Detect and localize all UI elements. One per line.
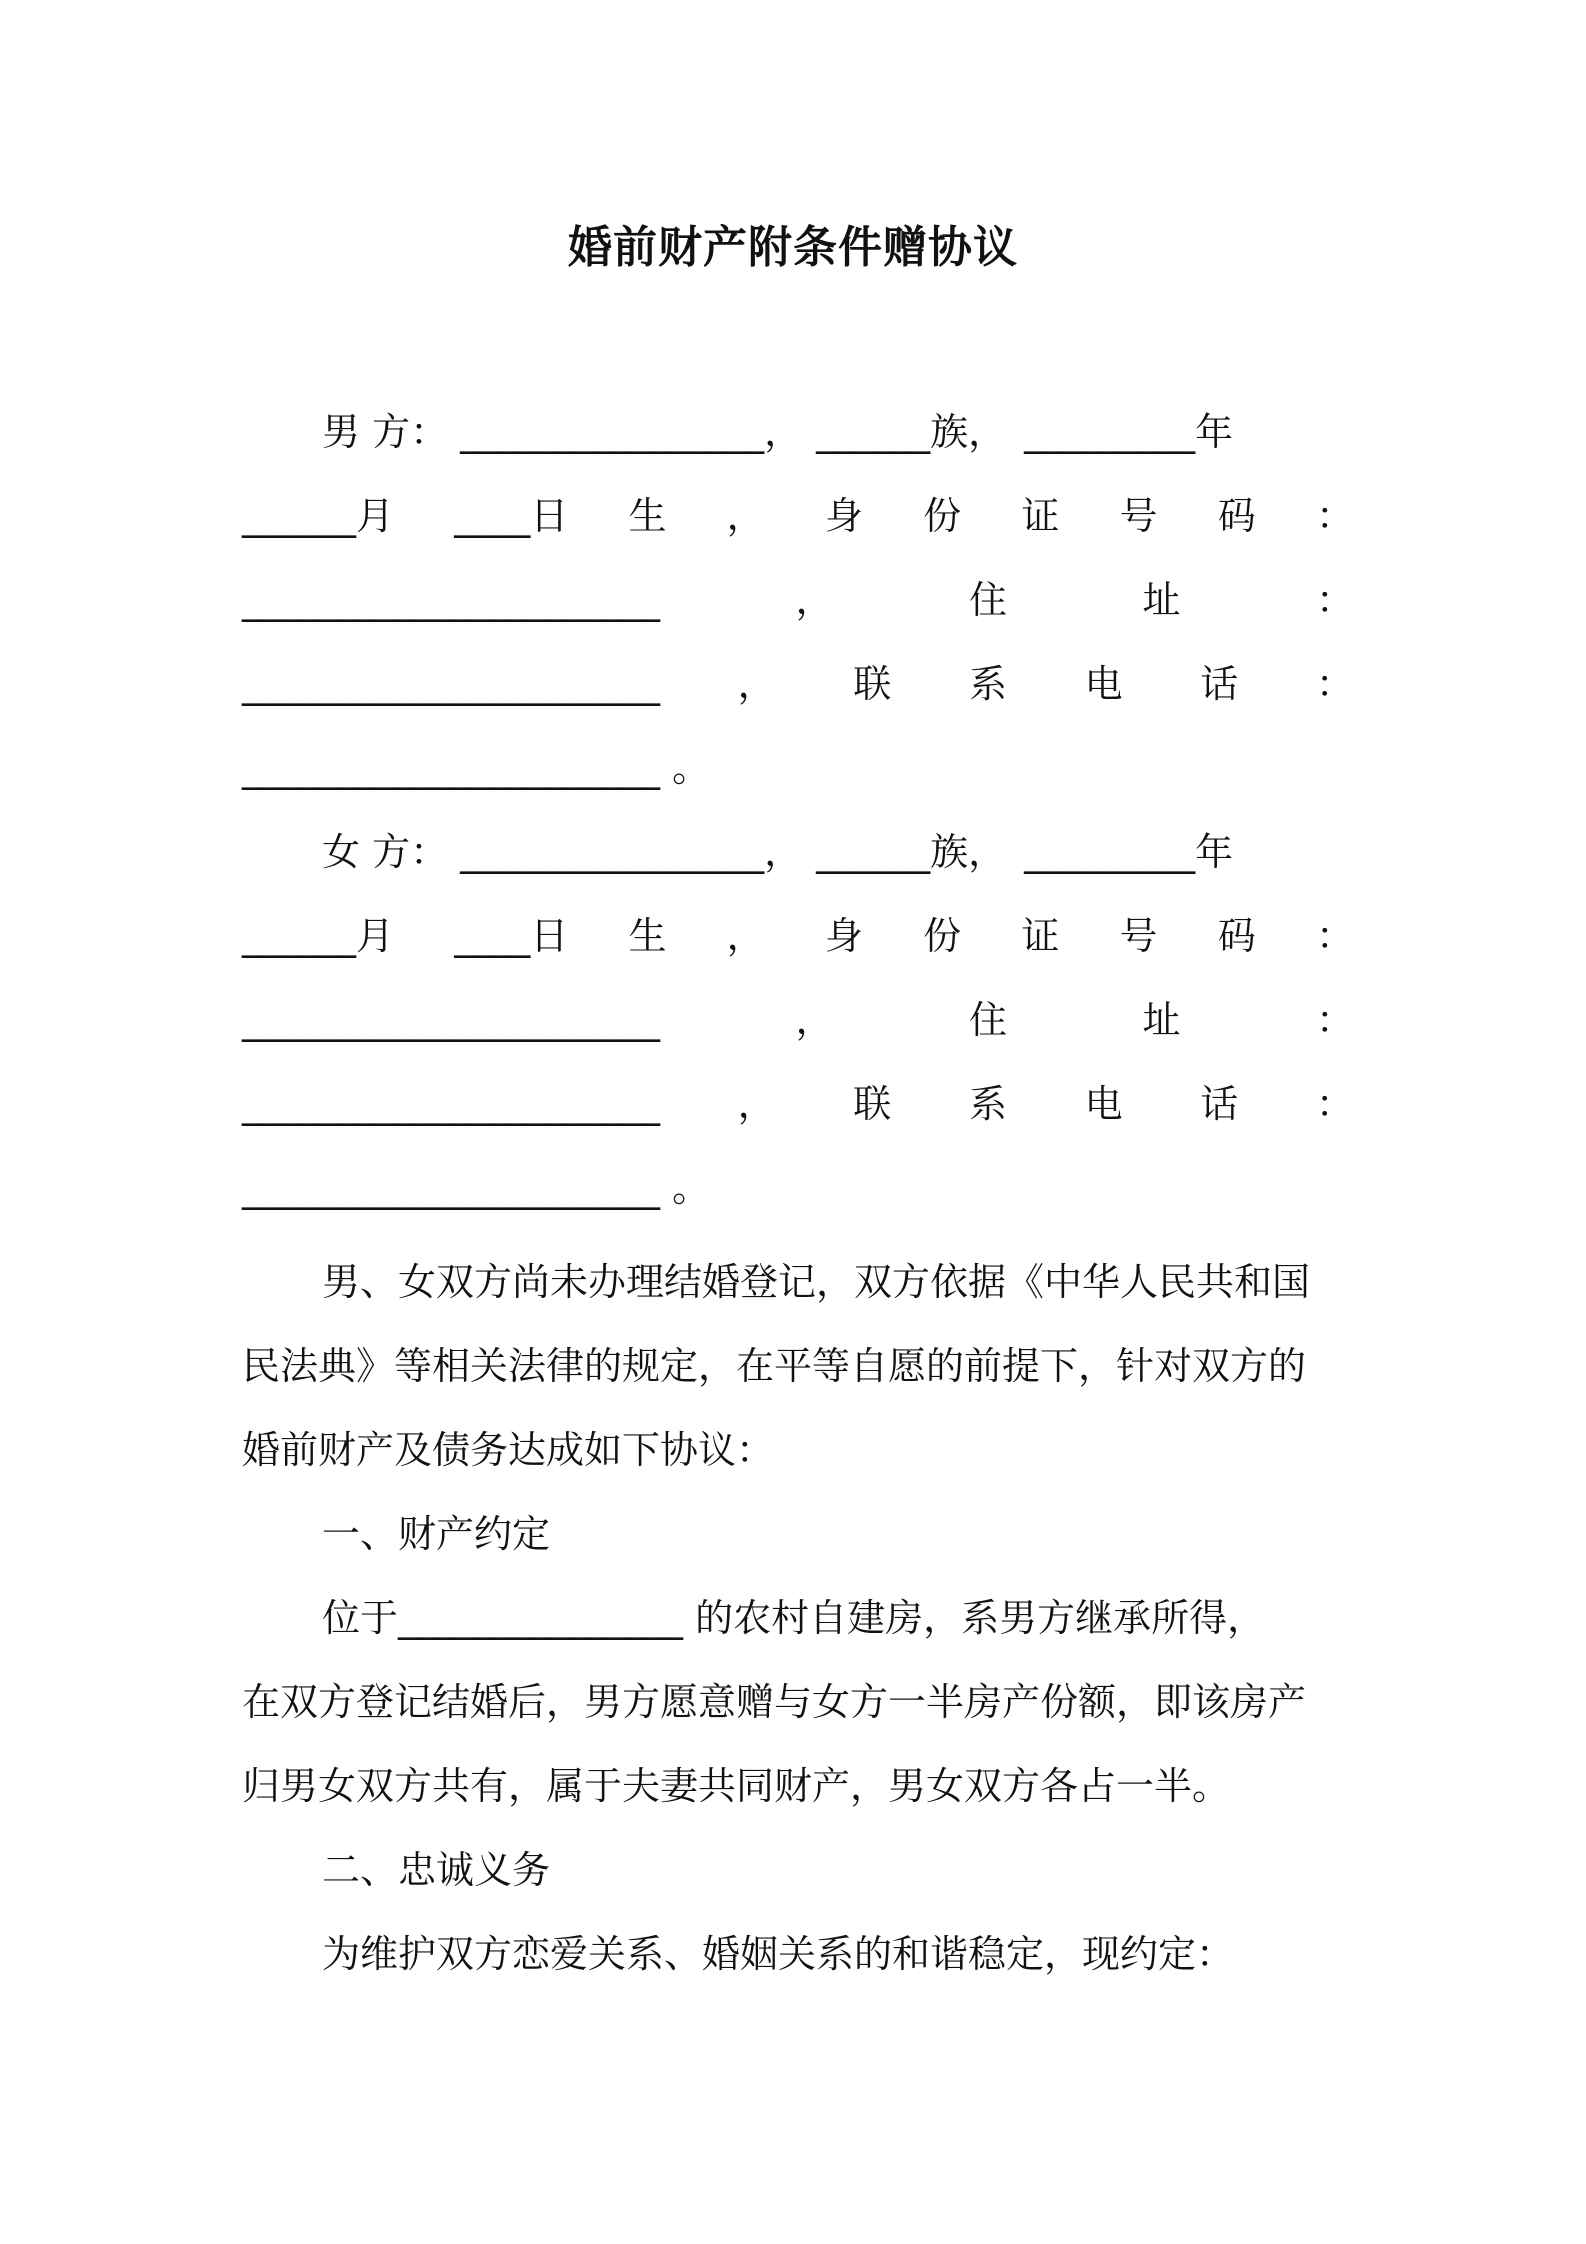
male-phone-label-char: 联: [853, 662, 892, 706]
male-id-label-char: 证: [1021, 494, 1060, 538]
preamble-line: 婚前财产及债务达成如下协议：: [242, 1428, 775, 1472]
male-id-label-char: 码: [1217, 494, 1256, 538]
female-line-3: [242, 990, 1354, 1050]
male-label: 男 方：: [322, 410, 449, 454]
male-month-blank: ______月: [242, 494, 395, 538]
female-phone-blank: ______________________ 。: [242, 1166, 711, 1210]
female-id-label-char: 证: [1021, 914, 1060, 958]
female-month-blank: ______月: [242, 914, 395, 958]
male-year-blank: _________年: [1024, 410, 1234, 454]
female-name-blank: ________________，: [460, 830, 803, 874]
preamble-line: 男、女双方尚未办理结婚登记，双方依据《中华人民共和国: [322, 1260, 1311, 1304]
male-phone-blank: ______________________ 。: [242, 746, 711, 790]
preamble-paragraph: [242, 1240, 1354, 1492]
male-phone-label-char: 系: [968, 662, 1007, 706]
female-address-label-char: 址: [1142, 998, 1181, 1042]
female-address-blank: ______________________: [242, 1082, 660, 1126]
male-line-2: [242, 486, 1354, 546]
female-birth-text: 生: [628, 914, 667, 958]
female-line-4: [242, 1074, 1354, 1134]
male-phone-label-char: 话: [1200, 662, 1239, 706]
male-name-blank: ________________，: [460, 410, 803, 454]
female-phone-label-char: 话: [1200, 1082, 1239, 1126]
male-line-3: [242, 570, 1354, 630]
male-comma: ，: [795, 578, 834, 622]
section-1-line: 归男女双方共有，属于夫妻共同财产，男女双方各占一半。: [242, 1764, 1231, 1808]
female-address-label-char: 住: [968, 998, 1007, 1042]
male-id-label-char: 份: [923, 494, 962, 538]
female-year-blank: _________年: [1024, 830, 1234, 874]
section-1: [242, 1492, 1354, 1828]
female-phone-label-char: 电: [1084, 1082, 1123, 1126]
female-line-5: [242, 1158, 1354, 1218]
male-phone-label-char: 电: [1084, 662, 1123, 706]
male-id-blank: ______________________: [242, 578, 660, 622]
section-1-heading: 一、财产约定: [322, 1512, 551, 1556]
female-id-label-char: 码: [1217, 914, 1256, 958]
male-id-label-char: 身: [824, 494, 863, 538]
section-2-line: 为维护双方恋爱关系、婚姻关系的和谐稳定，现约定：: [322, 1932, 1235, 1976]
female-label: 女 方：: [322, 830, 449, 874]
male-line-5: [242, 738, 1354, 798]
female-id-blank: ______________________: [242, 998, 660, 1042]
document-title: 婚前财产附条件赠协议: [568, 222, 1018, 273]
preamble-line: 民法典》等相关法律的规定，在平等自愿的前提下，针对双方的: [242, 1344, 1307, 1388]
male-colon: ：: [1315, 578, 1354, 622]
female-phone-label-char: 联: [853, 1082, 892, 1126]
section-1-line: 位于_______________ 的农村自建房，系男方继承所得，: [322, 1596, 1266, 1640]
male-address-blank: ______________________: [242, 662, 660, 706]
female-comma: ，: [737, 1082, 776, 1126]
male-birth-text: 生: [628, 494, 667, 538]
female-phone-label-char: 系: [968, 1082, 1007, 1126]
female-colon: ：: [1315, 914, 1354, 958]
section-2-heading: 二、忠诚义务: [322, 1848, 551, 1892]
male-comma: ，: [737, 662, 776, 706]
section-1-line: 在双方登记结婚后，男方愿意赠与女方一半房产份额，即该房产: [242, 1680, 1307, 1724]
female-day-blank: ____日: [454, 914, 569, 958]
female-line-2: [242, 906, 1354, 966]
female-comma: ，: [726, 914, 765, 958]
female-id-label-char: 号: [1119, 914, 1158, 958]
male-colon: ：: [1315, 494, 1354, 538]
female-id-label-char: 份: [923, 914, 962, 958]
male-day-blank: ____日: [454, 494, 569, 538]
female-colon: ：: [1315, 998, 1354, 1042]
section-2: [242, 1828, 1354, 1996]
male-line-4: [242, 654, 1354, 714]
male-line-1: [322, 402, 1354, 462]
male-id-label-char: 号: [1119, 494, 1158, 538]
female-colon: ：: [1315, 1082, 1354, 1126]
female-line-1: [322, 822, 1354, 882]
male-address-label-char: 址: [1142, 578, 1181, 622]
female-ethnicity-blank: ______族，: [816, 830, 1007, 874]
male-ethnicity-blank: ______族，: [816, 410, 1007, 454]
male-address-label-char: 住: [968, 578, 1007, 622]
male-colon: ：: [1315, 662, 1354, 706]
female-comma: ，: [795, 998, 834, 1042]
male-comma: ，: [726, 494, 765, 538]
female-id-label-char: 身: [824, 914, 863, 958]
